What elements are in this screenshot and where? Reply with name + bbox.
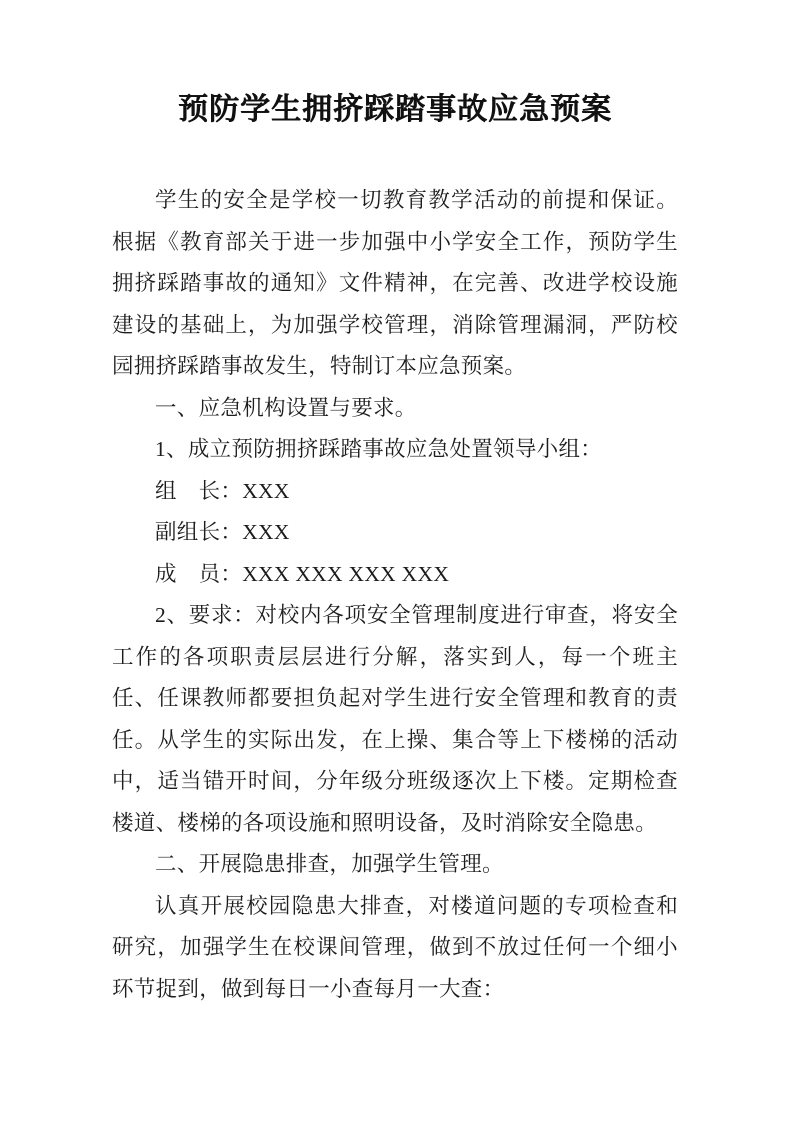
- document-title: 预防学生拥挤踩踏事故应急预案: [178, 93, 612, 126]
- paragraph: 学生的安全是学校一切教育教学活动的前提和保证。根据《教育部关于进一步加强中小学安全工作，预防学生拥挤踩踏事故的通知》文件精神，在完善、改进学校设施建设的基础上，为加强学校管理，消除管理漏洞，严防校园拥挤踩踏事故发生，特制订本应急预案。: [112, 188, 678, 378]
- document-body: [112, 180, 678, 1010]
- paragraph: 成 员：XXX XXX XXX XXX: [155, 561, 450, 586]
- paragraph: 认真开展校园隐患大排查，对楼道问题的专项检查和研究，加强学生在校课间管理，做到不放过任何一个细小环节捉到，做到每日一小查每月一大查：: [112, 893, 678, 1001]
- paragraph: 二、开展隐患排查，加强学生管理。: [155, 852, 504, 876]
- paragraph: 组 长：XXX: [155, 478, 290, 503]
- paragraph: 副组长：XXX: [155, 520, 290, 544]
- paragraph: 1、成立预防拥挤踩踏事故应急处置领导小组：: [155, 437, 603, 461]
- paragraph: 2、要求：对校内各项安全管理制度进行审查，将安全工作的各项职责层层进行分解，落实到人，每一个班主任、任课教师都要担负起对学生进行安全管理和教育的责任。从学生的实际出发，在上操、集合等上下楼梯的活动中，适当错开时间，分年级分班级逐次上下楼。定期检查楼道、楼梯的各项设施和照明设备，及时消除安全隐患。: [112, 603, 678, 835]
- paragraph: 一、应急机构设置与要求。: [155, 395, 417, 420]
